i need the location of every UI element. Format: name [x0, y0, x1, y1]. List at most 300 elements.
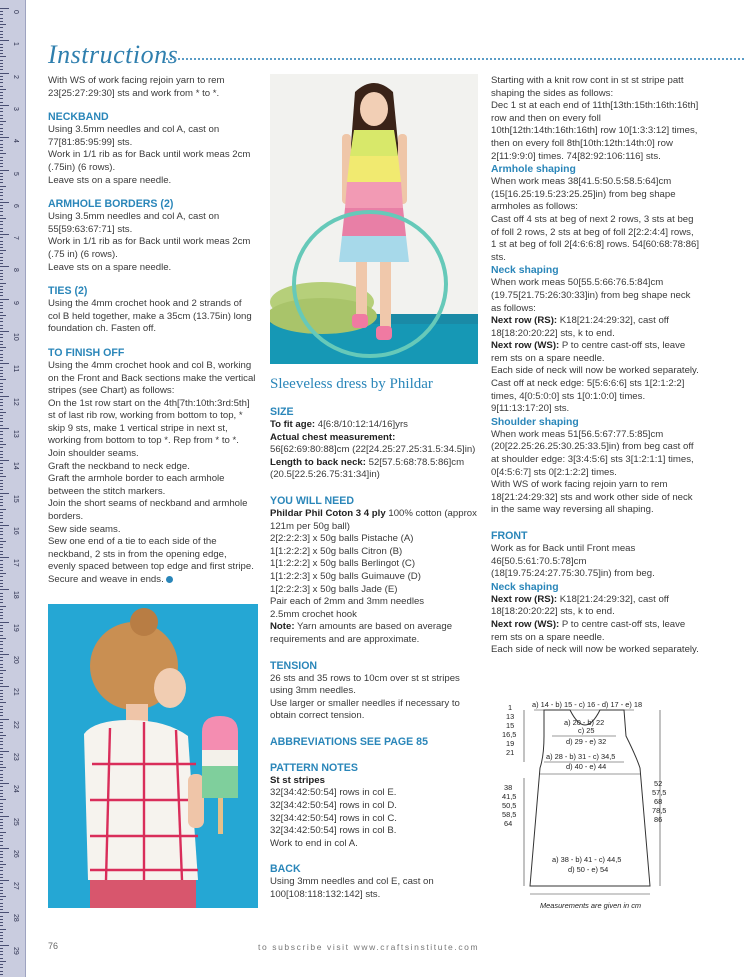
- ruler-tick: [0, 567, 3, 568]
- need-line: 2[2:2:2:3] x 50g balls Pistache (A): [270, 533, 414, 545]
- ruler-tick: [0, 60, 3, 61]
- ruler-tick: [0, 580, 3, 581]
- ruler-tick: [0, 538, 3, 539]
- need-line: 1[1:2:2:3] x 50g balls Guimauve (D): [270, 570, 421, 582]
- intro-text: With WS of work facing rejoin yarn to rem 23[25:27:29:30] sts and work from * to *.: [48, 75, 225, 99]
- neckband-line: Leave sts on a spare needle.: [48, 174, 172, 186]
- diagram-left-label: 1: [508, 703, 513, 712]
- ruler-tick: [0, 73, 9, 74]
- front-ws-value: P to centre cast-off sts, leave rem sts on a spare needle.: [491, 618, 686, 643]
- ruler-tick: [0, 480, 3, 481]
- ruler-tick: [0, 428, 9, 429]
- ruler-number: 23: [12, 752, 19, 761]
- ruler-tick: [0, 512, 3, 513]
- ruler-tick: [0, 295, 3, 296]
- ruler-tick: [0, 496, 3, 497]
- ruler-tick: [0, 899, 3, 900]
- ruler-tick: [0, 331, 9, 332]
- ruler-tick: [0, 702, 6, 703]
- ruler-tick: [0, 244, 3, 245]
- stripe-intro-2: Dec 1 st at each end of 11th[13th:15th:16th:16th] row and then on every foll 10th[12th:14th:16th:16th] row 10[1:3:3:12] times, then on every foll 8th[10th:12th:14th:0] row 2[11:9:9:0] times. 74[82:92:106:116] sts.: [491, 100, 699, 162]
- ruler-tick: [0, 18, 3, 19]
- ruler-number: 13: [12, 429, 19, 438]
- ruler-tick: [0, 56, 6, 57]
- ruler-tick: [0, 182, 3, 183]
- ruler-tick: [0, 118, 3, 119]
- ruler-tick: [0, 434, 3, 435]
- side-ruler: [0, 0, 26, 977]
- stripe-intro: Starting with a knit row cont in st st stripe patt shaping the sides as follows:: [491, 75, 684, 99]
- ruler-tick: [0, 641, 3, 642]
- ruler-tick: [0, 247, 3, 248]
- ruler-number: 8: [12, 268, 19, 273]
- ruler-tick: [0, 912, 9, 913]
- yarn-label: Phildar Phil Coton 3 4 ply: [270, 507, 386, 519]
- end-bullet-icon: [166, 576, 173, 583]
- ruler-tick: [0, 228, 3, 229]
- ruler-tick: [0, 958, 3, 959]
- ruler-number: 28: [12, 914, 19, 923]
- diagram-left-label: 19: [506, 739, 515, 748]
- ruler-tick: [0, 706, 3, 707]
- ruler-number: 25: [12, 817, 19, 826]
- ruler-tick: [0, 115, 3, 116]
- ruler-tick: [0, 473, 3, 474]
- ruler-tick: [0, 421, 3, 422]
- ruler-tick: [0, 602, 3, 603]
- need-line: 1[1:2:2:2] x 50g balls Berlingot (C): [270, 558, 416, 570]
- ruler-tick: [0, 176, 3, 177]
- ruler-tick: [0, 396, 9, 397]
- ruler-number: 4: [12, 139, 19, 144]
- chest-value: 56[62:69:80:88]cm (22[24.25:27.25:31.5:34.5]in): [270, 444, 476, 456]
- ruler-tick: [0, 47, 3, 48]
- ruler-tick: [0, 874, 3, 875]
- photo-caption: Sleeveless dress by Phildar: [270, 376, 433, 392]
- ruler-tick: [0, 131, 3, 132]
- chest-label: Actual chest measurement:: [270, 431, 396, 443]
- ruler-tick: [0, 906, 3, 907]
- front-heading: FRONT: [491, 530, 528, 542]
- ruler-tick: [0, 102, 3, 103]
- ruler-tick: [0, 916, 3, 917]
- ruler-tick: [0, 108, 3, 109]
- page-title: Instructions: [48, 40, 179, 69]
- ruler-tick: [0, 660, 3, 661]
- ruler-tick: [0, 418, 3, 419]
- ruler-tick: [0, 40, 9, 41]
- diagram-inner-label: d) 29 - e) 32: [566, 737, 607, 746]
- need-line: 1[2:2:2:3] x 50g balls Jade (E): [270, 583, 398, 595]
- yarn-value: 100% cotton (approx 121m per 50g ball): [270, 507, 477, 532]
- ruler-tick: [0, 499, 3, 500]
- ruler-number: 20: [12, 656, 19, 664]
- ruler-tick: [0, 92, 3, 93]
- ruler-tick: [0, 273, 3, 274]
- ruler-tick: [0, 299, 9, 300]
- ruler-tick: [0, 163, 3, 164]
- ruler-tick: [0, 241, 3, 242]
- ruler-tick: [0, 596, 3, 597]
- ruler-tick: [0, 34, 3, 35]
- ruler-tick: [0, 825, 3, 826]
- ruler-tick: [0, 166, 3, 167]
- diagram-left-mid-label: 64: [504, 819, 513, 828]
- ruler-tick: [0, 124, 3, 125]
- ruler-tick: [0, 489, 3, 490]
- ruler-tick: [0, 31, 3, 32]
- diagram-left-label: 21: [506, 748, 515, 757]
- diagram-left-mid-label: 58,5: [502, 810, 517, 819]
- ruler-tick: [0, 405, 3, 406]
- ruler-tick: [0, 806, 3, 807]
- ruler-tick: [0, 945, 9, 946]
- ruler-tick: [0, 86, 3, 87]
- ruler-tick: [0, 699, 3, 700]
- ruler-tick: [0, 276, 3, 277]
- ruler-tick: [0, 134, 3, 135]
- ruler-tick: [0, 302, 3, 303]
- ruler-tick: [0, 551, 3, 552]
- armhole-heading: ARMHOLE BORDERS (2): [48, 198, 174, 211]
- ruler-tick: [0, 625, 3, 626]
- ruler-tick: [0, 325, 3, 326]
- ruler-tick: [0, 160, 3, 161]
- measurement-diagram: [500, 696, 670, 912]
- pattern-line: Work to end in col A.: [270, 837, 358, 849]
- ruler-tick: [0, 554, 3, 555]
- ruler-tick: [0, 502, 3, 503]
- ruler-tick: [0, 37, 3, 38]
- shoulder-line: When work meas 51[56.5:67:77.5:85]cm (20[22.25:26.25:30.25:33.5]in) from beg cast off at shoulder edge: 3[3:4:5:6] sts 3[1:2:1:1] times, 0[4:5:6:7] sts 0[2:1:2:2] times.: [491, 428, 694, 478]
- ruler-tick: [0, 179, 3, 180]
- back-view-photo: [48, 604, 258, 908]
- ruler-tick: [0, 518, 3, 519]
- ruler-tick: [0, 27, 3, 28]
- ruler-tick: [0, 402, 3, 403]
- ruler-number: 0: [12, 10, 19, 14]
- ruler-tick: [0, 670, 6, 671]
- ruler-tick: [0, 153, 6, 154]
- ruler-tick: [0, 350, 3, 351]
- armhole-line: Using 3.5mm needles and col A, cast on 55[59:63:67:71] sts.: [48, 211, 220, 235]
- ruler-tick: [0, 457, 3, 458]
- ruler-tick: [0, 493, 9, 494]
- ruler-tick: [0, 128, 3, 129]
- neckband-heading: NECKBAND: [48, 111, 109, 124]
- ruler-tick: [0, 137, 9, 138]
- page-number: 76: [48, 941, 59, 951]
- ruler-number: 29: [12, 946, 19, 955]
- ruler-tick: [0, 431, 3, 432]
- ruler-tick: [0, 780, 3, 781]
- ruler-tick: [0, 896, 6, 897]
- ruler-tick: [0, 157, 3, 158]
- ruler-tick: [0, 719, 9, 720]
- ruler-tick: [0, 409, 3, 410]
- length-value: 52[57.5:68:78.5:86]cm (20.5[22.5:26.75:31:34]in): [270, 456, 465, 481]
- ruler-tick: [0, 683, 3, 684]
- ruler-tick: [0, 848, 9, 849]
- ruler-tick: [0, 583, 3, 584]
- ruler-tick: [0, 877, 3, 878]
- ruler-tick: [0, 328, 3, 329]
- ruler-number: 18: [12, 591, 19, 600]
- ruler-tick: [0, 822, 3, 823]
- ruler-tick: [0, 854, 3, 855]
- ruler-tick: [0, 476, 6, 477]
- ruler-tick: [0, 509, 6, 510]
- ruler-tick: [0, 505, 3, 506]
- ruler-number: 16: [12, 526, 19, 535]
- neck-ws-value: P to centre cast-off sts, leave rem sts on a spare needle.: [491, 340, 686, 364]
- ruler-tick: [0, 279, 3, 280]
- ruler-tick: [0, 570, 3, 571]
- ruler-tick: [0, 360, 3, 361]
- ruler-tick: [0, 971, 3, 972]
- front-rs-line: [491, 594, 699, 619]
- ruler-tick: [0, 586, 3, 587]
- neck-shaping-line: Cast off at neck edge: 5[5:6:6:6] sts 1[2:1:2:2] times, 4[0:5:0:0] sts 1[0:1:0:0] times. 9[11:13:17:20] sts.: [491, 378, 685, 415]
- finish-line: Join the short seams of neckband and armhole borders.: [48, 498, 248, 523]
- ruler-tick: [0, 857, 3, 858]
- ruler-tick: [0, 11, 3, 12]
- ruler-number: 27: [12, 882, 19, 890]
- ruler-tick: [0, 929, 6, 930]
- ruler-tick: [0, 615, 3, 616]
- ruler-tick: [0, 347, 6, 348]
- diagram-right-label: 68: [654, 797, 663, 806]
- ruler-tick: [0, 341, 3, 342]
- diagram-inner-label: d) 40 - e) 44: [566, 762, 607, 771]
- ruler-tick: [0, 748, 3, 749]
- ruler-tick: [0, 253, 3, 254]
- ruler-number: 14: [12, 462, 19, 470]
- ruler-tick: [0, 938, 3, 939]
- ruler-tick: [0, 935, 3, 936]
- fit-label: To fit age:: [270, 419, 316, 430]
- ruler-tick: [0, 337, 3, 338]
- ruler-number: 2: [12, 74, 19, 79]
- ruler-tick: [0, 812, 3, 813]
- ruler-tick: [0, 283, 6, 284]
- finish-line: [48, 574, 256, 587]
- ruler-tick: [0, 693, 3, 694]
- ruler-tick: [0, 531, 3, 532]
- finish-line: On the 1st row start on the 4th[7th:10th:3rd:5th] st of last rib row, working from bottom to top, * skip 9 sts, make 1 vertical stripe in next st, working from bottom to top *. Rep from * to *.: [48, 397, 250, 447]
- ruler-tick: [0, 376, 3, 377]
- ruler-tick: [0, 741, 3, 742]
- neck-rs-value: K18[21:24:29:32], cast off 18[18:20:20:22] sts, k to end.: [491, 315, 669, 339]
- ruler-tick: [0, 460, 9, 461]
- ruler-tick: [0, 793, 3, 794]
- ruler-tick: [0, 95, 3, 96]
- pattern-line: 32[34:42:50:54] rows in col C.: [270, 812, 397, 824]
- pattern-line: 32[34:42:50:54] rows in col D.: [270, 800, 397, 812]
- ruler-tick: [0, 861, 3, 862]
- note-value: Yarn amounts are based on average requirements and are approximate.: [270, 621, 453, 645]
- ruler-tick: [0, 144, 3, 145]
- ruler-tick: [0, 14, 3, 15]
- ruler-tick: [0, 186, 6, 187]
- ruler-tick: [0, 292, 3, 293]
- neck-rs-label: Next row (RS):: [491, 315, 558, 327]
- ruler-tick: [0, 111, 3, 112]
- ruler-tick: [0, 622, 9, 623]
- ruler-tick: [0, 224, 3, 225]
- front-line: Work as for Back until Front meas 46[50.5:61:70.5:78]cm (18[19.75:24:27.75:30.75]in) from beg.: [491, 543, 655, 580]
- tension-line: Use larger or smaller needles if necessary to obtain correct tension.: [270, 697, 460, 722]
- note-label: Note:: [270, 621, 295, 633]
- ruler-tick: [0, 803, 3, 804]
- ruler-tick: [0, 354, 3, 355]
- front-ws-line: [491, 619, 699, 644]
- ruler-tick: [0, 786, 3, 787]
- ruler-tick: [0, 618, 3, 619]
- need-line: 1[1:2:2:2] x 50g balls Citron (B): [270, 545, 403, 557]
- ruler-tick: [0, 321, 3, 322]
- ruler-tick: [0, 832, 6, 833]
- ruler-tick: [0, 635, 3, 636]
- ruler-tick: [0, 770, 3, 771]
- ruler-tick: [0, 266, 9, 267]
- front-line: Each side of neck will now be worked separately.: [491, 644, 699, 656]
- ruler-tick: [0, 173, 3, 174]
- ruler-tick: [0, 644, 3, 645]
- ruler-tick: [0, 211, 3, 212]
- diagram-bottom-label: d) 50 - e) 54: [568, 865, 609, 874]
- ruler-tick: [0, 732, 3, 733]
- ruler-tick: [0, 880, 9, 881]
- ruler-tick: [0, 53, 3, 54]
- ruler-tick: [0, 728, 3, 729]
- finish-line: Using the 4mm crochet hook and col B, working on the Front and Back sections make the vertical stripes (see Chart) as follows:: [48, 359, 256, 397]
- ruler-tick: [0, 893, 3, 894]
- ruler-number: 26: [12, 849, 19, 858]
- ruler-tick: [0, 974, 3, 975]
- ruler-number: 11: [12, 365, 19, 373]
- ties-line: Using the 4mm crochet hook and 2 strands of col B held together, make a 35cm (13.75in) long foundation ch. Fasten off.: [48, 298, 252, 335]
- length-label: Length to back neck:: [270, 456, 366, 468]
- ruler-tick: [0, 961, 6, 962]
- diagram-right-label: 52: [654, 779, 663, 788]
- ruler-tick: [0, 195, 3, 196]
- ruler-number: 12: [12, 397, 19, 406]
- ruler-tick: [0, 515, 3, 516]
- ruler-tick: [0, 357, 3, 358]
- ruler-tick: [0, 725, 3, 726]
- ruler-tick: [0, 744, 3, 745]
- ruler-tick: [0, 289, 3, 290]
- ruler-tick: [0, 796, 3, 797]
- ruler-tick: [0, 761, 3, 762]
- ruler-tick: [0, 560, 3, 561]
- ruler-tick: [0, 447, 3, 448]
- ruler-tick: [0, 648, 3, 649]
- ruler-tick: [0, 612, 3, 613]
- ruler-tick: [0, 24, 6, 25]
- ruler-tick: [0, 205, 3, 206]
- ruler-tick: [0, 890, 3, 891]
- ruler-tick: [0, 189, 3, 190]
- neckband-line: Using 3.5mm needles and col A, cast on 77[81:85:95:99] sts.: [48, 124, 220, 148]
- ruler-number: 6: [12, 203, 19, 208]
- diagram-left-mid-label: 50,5: [502, 801, 517, 810]
- ruler-tick: [0, 680, 3, 681]
- ruler-tick: [0, 438, 3, 439]
- ruler-tick: [0, 631, 3, 632]
- ruler-tick: [0, 870, 3, 871]
- ruler-tick: [0, 964, 3, 965]
- ruler-tick: [0, 606, 6, 607]
- ruler-tick: [0, 867, 3, 868]
- ruler-tick: [0, 147, 3, 148]
- ruler-number: 19: [12, 623, 19, 632]
- ruler-tick: [0, 463, 3, 464]
- ruler-tick: [0, 767, 6, 768]
- ruler-tick: [0, 903, 3, 904]
- ruler-tick: [0, 389, 3, 390]
- ruler-tick: [0, 150, 3, 151]
- ruler-tick: [0, 777, 3, 778]
- ruler-tick: [0, 312, 3, 313]
- ruler-tick: [0, 383, 3, 384]
- ruler-tick: [0, 709, 3, 710]
- neckband-line: Work in 1/1 rib as for Back until work meas 2cm (.75in) (6 rows).: [48, 149, 251, 173]
- ruler-tick: [0, 441, 3, 442]
- neck-ws-label: Next row (WS):: [491, 340, 560, 352]
- ruler-tick: [0, 909, 3, 910]
- finish-line: Sew one end of a tie to each side of the neckband, 2 sts in from the opening edge, evenly spaced between top edge and first stripe.: [48, 536, 254, 573]
- ruler-tick: [0, 564, 3, 565]
- ruler-number: 17: [12, 559, 19, 567]
- diagram-left-label: 13: [506, 712, 515, 721]
- ruler-tick: [0, 864, 6, 865]
- need-heading: YOU WILL NEED: [270, 494, 354, 507]
- page-header: [48, 40, 748, 70]
- ruler-tick: [0, 547, 3, 548]
- ruler-tick: [0, 218, 6, 219]
- ruler-tick: [0, 664, 3, 665]
- ruler-tick: [0, 69, 3, 70]
- ruler-tick: [0, 757, 3, 758]
- ruler-tick: [0, 250, 6, 251]
- armhole-shaping-line: When work meas 38[41.5:50.5:58.5:64]cm (15[16.25:19.5:23:25.25]in) from beg shape armholes as follows:: [491, 176, 676, 213]
- subscribe-text: to subscribe visit www.craftsinstitute.com: [258, 942, 480, 952]
- diagram-inner-label: a) 20 - b) 22: [564, 718, 605, 727]
- ruler-tick: [0, 751, 9, 752]
- ruler-tick: [0, 89, 6, 90]
- ruler-tick: [0, 415, 3, 416]
- diagram-caption: Measurements are given in cm: [540, 901, 642, 910]
- ruler-tick: [0, 215, 3, 216]
- ruler-tick: [0, 257, 3, 258]
- neck-shaping-line: Each side of neck will now be worked separately.: [491, 365, 699, 377]
- ruler-tick: [0, 370, 3, 371]
- ruler-tick: [0, 202, 9, 203]
- ruler-tick: [0, 677, 3, 678]
- ruler-tick: [0, 654, 9, 655]
- ruler-tick: [0, 667, 3, 668]
- shoulder-line: With WS of work facing rejoin yarn to rem 18[21:24:29:32] sts and work other side of neck in the same way reversing all shaping.: [491, 479, 693, 516]
- ruler-tick: [0, 686, 9, 687]
- front-neck-heading: Neck shaping: [491, 581, 559, 593]
- ruler-tick: [0, 735, 6, 736]
- front-rs-label: Next row (RS):: [491, 593, 558, 605]
- ruler-tick: [0, 690, 3, 691]
- ruler-tick: [0, 79, 3, 80]
- ruler-tick: [0, 925, 3, 926]
